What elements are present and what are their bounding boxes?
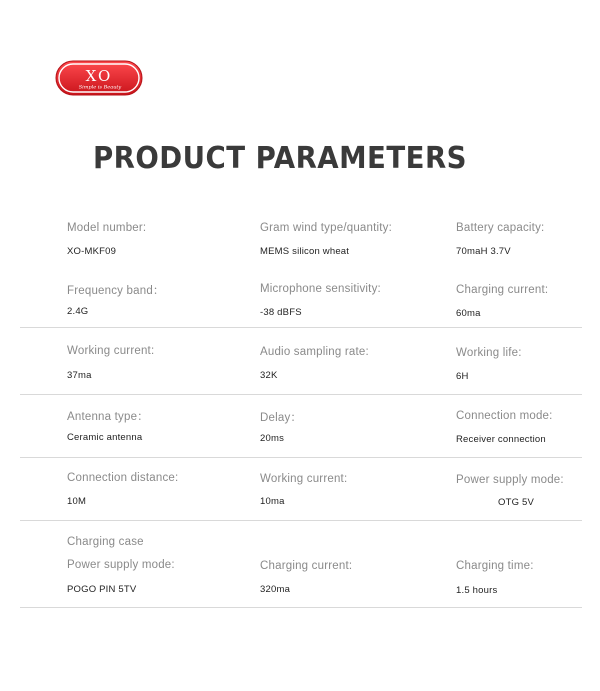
connection-distance-label: Connection distance: [67,472,179,484]
battery-capacity-label: Battery capacity: [456,222,545,234]
power-supply-mode-value: OTG 5V [498,497,535,508]
gram-wind-label: Gram wind type/quantity: [260,222,392,234]
working-life-value: 6H [456,371,469,382]
working-current-value: 37ma [67,370,92,381]
charging-case-heading: Charging case [67,536,144,548]
case-charging-time-label: Charging time: [456,560,534,572]
row-divider [20,457,582,458]
row-divider [20,607,582,608]
antenna-type-label: Antenna type： [67,411,149,423]
power-supply-mode-label: Power supply mode: [456,474,564,486]
case-charging-time-value: 1.5 hours [456,585,498,596]
delay-value: 20ms [260,433,285,444]
mic-sensitivity-label: Microphone sensitivity: [260,283,381,295]
gram-wind-value: MEMS silicon wheat [260,246,350,257]
row-divider [20,327,582,328]
model-number-value: XO-MKF09 [67,246,117,257]
logo-wordmark: XO [85,67,113,85]
xo-logo [55,60,143,96]
frequency-band-label: Frequency band： [67,285,165,297]
model-number-label: Model number: [67,222,147,234]
delay-label: Delay： [260,412,303,424]
connection-mode-value: Receiver connection [456,434,546,445]
xo-logo-icon [55,60,143,96]
case-power-supply-mode-label: Power supply mode: [67,559,175,571]
antenna-type-value: Ceramic antenna [67,432,143,443]
working-current-2-label: Working current: [260,473,348,485]
battery-capacity-value: 70maH 3.7V [456,246,511,257]
row-divider [20,520,582,521]
connection-mode-label: Connection mode: [456,410,553,422]
row-divider [20,394,582,395]
charging-current-value: 60ma [456,308,481,319]
charging-current-label: Charging current: [456,284,549,296]
working-current-label: Working current: [67,345,155,357]
case-charging-current-value: 320ma [260,584,291,595]
case-power-supply-mode-value: POGO PIN 5TV [67,584,137,595]
case-charging-current-label: Charging current: [260,560,353,572]
logo-tagline: Simple is Beauty [78,84,122,91]
connection-distance-value: 10M [67,496,87,507]
working-current-2-value: 10ma [260,496,285,507]
audio-sampling-rate-label: Audio sampling rate: [260,346,369,358]
audio-sampling-rate-value: 32K [260,370,278,381]
mic-sensitivity-value: -38 dBFS [260,307,302,318]
working-life-label: Working life: [456,347,522,359]
frequency-band-value: 2.4G [67,306,89,317]
page-title: PRODUCT PARAMETERS [92,141,468,176]
